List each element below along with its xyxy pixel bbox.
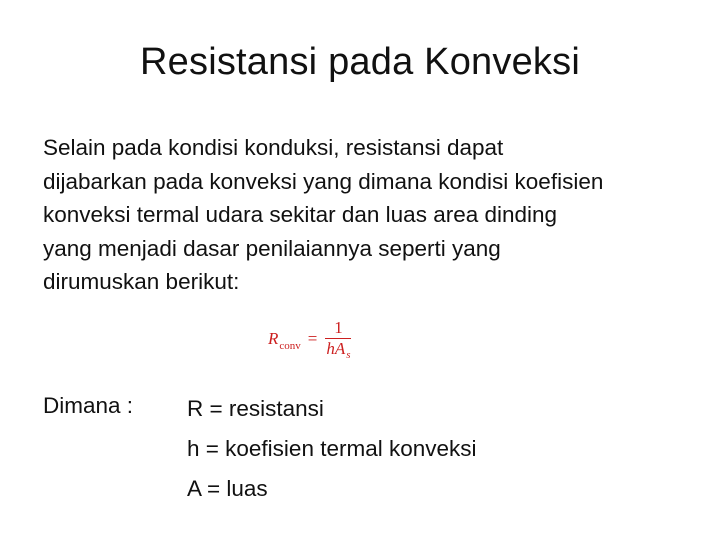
definition-item: h = koefisien termal konveksi	[187, 436, 477, 461]
formula-denominator-subscript: s	[346, 348, 351, 361]
formula-lhs-symbol: R	[268, 329, 279, 348]
body-line: yang menjadi dasar penilaiannya seperti yang	[43, 235, 501, 261]
formula	[268, 316, 353, 362]
body-line: dijabarkan pada konveksi yang dimana kondisi koefisien	[43, 168, 604, 194]
body-paragraph	[43, 131, 683, 299]
body-line: Selain pada kondisi konduksi, resistansi dapat	[43, 135, 504, 160]
definition-item: R = resistansi	[187, 396, 324, 421]
formula-denominator	[324, 339, 352, 360]
formula-denominator-main: hA	[326, 338, 346, 358]
where-label: Dimana :	[43, 393, 134, 418]
body-line: konveksi termal udara sekitar dan luas area dinding	[43, 202, 558, 227]
definitions-list	[187, 389, 477, 509]
formula-lhs-subscript: conv	[279, 340, 301, 352]
formula-lhs	[268, 329, 301, 352]
slide-title: Resistansi pada Konveksi	[140, 41, 580, 83]
formula-numerator: 1	[334, 317, 343, 337]
body-line: dirumuskan berikut:	[43, 269, 240, 294]
definition-item: A = luas	[187, 476, 268, 501]
formula-fraction	[324, 319, 352, 360]
formula-equals: =	[307, 329, 318, 348]
